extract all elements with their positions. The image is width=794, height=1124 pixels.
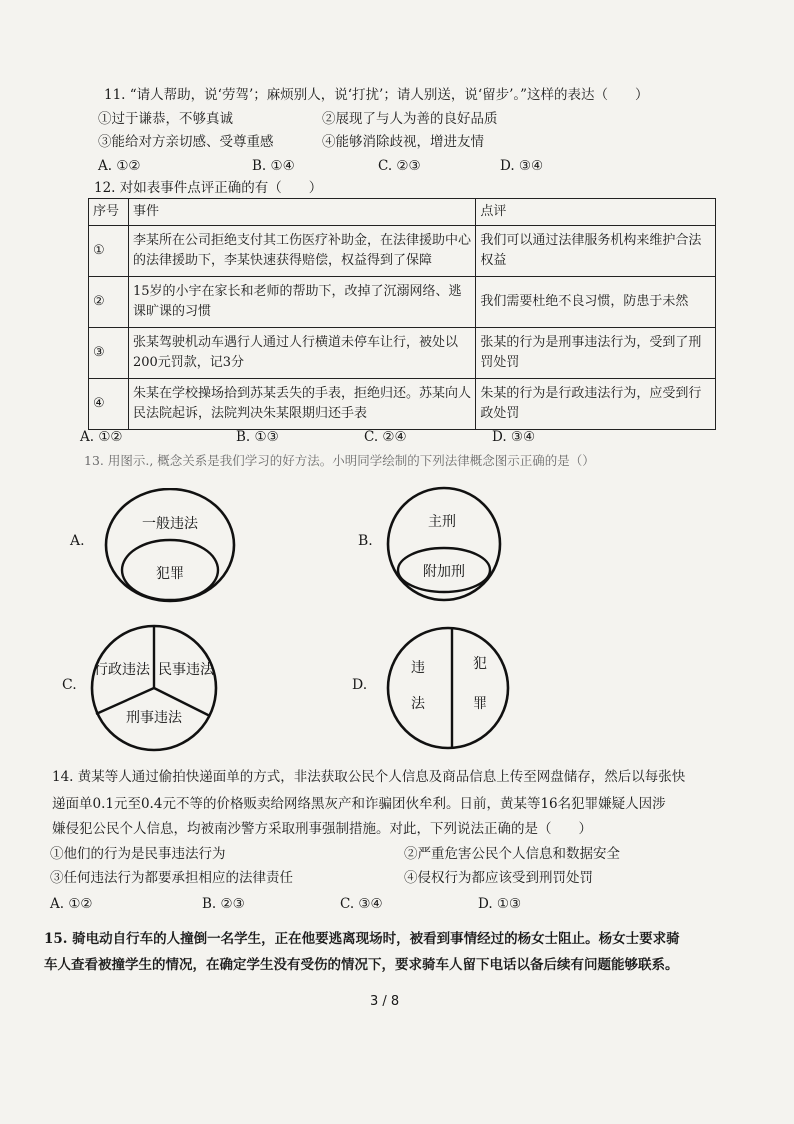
page-number: 3 / 8 (370, 994, 400, 1009)
q14-choice-b: B. ②③ (202, 896, 245, 912)
table-header-comment: 点评 (476, 199, 716, 226)
row-event: 李某所在公司拒绝支付其工伤医疗补助金，在法律援助中心的法律援助下，李某快速获得赔偿，权益得到了保障 (128, 226, 475, 277)
q11-option-3: ③能给对方亲切感、受尊重感 (98, 134, 274, 150)
table-row (89, 328, 716, 379)
row-comment: 张某的行为是刑事违法行为，受到了刑罚处罚 (476, 328, 716, 379)
q13-stem: 13. 用图示., 概念关系是我们学习的好方法。小明同学绘制的下列法律概念图示正确的是（） (84, 453, 595, 468)
q15-line-2: 车人查看被撞学生的情况，在确定学生没有受伤的情况下，要求骑车人留下电话以备后续有问题能够联系。 (44, 957, 679, 973)
table-header-event: 事件 (128, 199, 475, 226)
row-comment: 我们需要杜绝不良习惯，防患于未然 (476, 277, 716, 328)
q11-option-1: ①过于谦恭，不够真诚 (98, 111, 233, 127)
diagram-d-right-char-1: 犯 (473, 656, 487, 672)
diagram-c-right-label: 民事违法 (158, 662, 214, 678)
q15-line-1: 15. 骑电动自行车的人撞倒一名学生，正在他要逃离现场时，被看到事情经过的杨女士阻止。杨女士要求骑 (44, 931, 680, 947)
diagram-d (380, 624, 520, 758)
row-number: ① (89, 226, 129, 277)
q14-choice-c: C. ③④ (340, 896, 383, 912)
diagram-a-outer-label: 一般违法 (142, 516, 198, 532)
q12-choice-c: C. ②④ (364, 429, 407, 445)
q11-choice-c: C. ②③ (378, 158, 421, 174)
diagram-d-left-char-1: 违 (411, 660, 425, 676)
q14-option-2: ②严重危害公民个人信息和数据安全 (404, 846, 620, 862)
q14-line-1: 14. 黄某等人通过偷拍快递面单的方式，非法获取公民个人信息及商品信息上传至网盘储存，然后以每张快 (52, 769, 686, 785)
table-header-number: 序号 (89, 199, 129, 226)
q12-choice-a: A. ①② (80, 429, 123, 445)
q11-choice-d: D. ③④ (500, 158, 544, 174)
diagram-b (376, 484, 516, 613)
q12-choice-b: B. ①③ (236, 429, 279, 445)
row-event: 张某驾驶机动车遇行人通过人行横道未停车让行，被处以200元罚款，记3分 (128, 328, 475, 379)
q12-choice-d: D. ③④ (492, 429, 536, 445)
diagram-a-inner-label: 犯罪 (156, 566, 184, 582)
q12-stem: 12. 对如表事件点评正确的有（ ） (94, 180, 323, 196)
row-event: 15岁的小宇在家长和老师的帮助下，改掉了沉溺网络、逃课旷课的习惯 (128, 277, 475, 328)
q13-label-c: C. (62, 677, 77, 693)
row-number: ④ (89, 379, 129, 430)
q14-line-3: 嫌侵犯公民个人信息，均被南沙警方采取刑事强制措施。对此，下列说法正确的是（ ） (52, 821, 592, 837)
q13-label-a: A. (70, 533, 85, 549)
q11-stem: 11. “请人帮助，说‘劳驾’；麻烦别人，说‘打扰’；请人别送，说‘留步’。”这样的表达（ ） (104, 87, 649, 103)
diagram-a (92, 488, 252, 617)
row-number: ③ (89, 328, 129, 379)
diagram-c (82, 622, 232, 761)
q14-line-2: 递面单0.1元至0.4元不等的价格贩卖给网络黑灰产和诈骗团伙牟利。日前，黄某等16名犯罪嫌疑人因涉 (52, 796, 666, 812)
table-row (89, 379, 716, 430)
row-comment: 朱某的行为是行政违法行为，应受到行政处罚 (476, 379, 716, 430)
row-comment: 我们可以通过法律服务机构来维护合法权益 (476, 226, 716, 277)
q13-label-b: B. (358, 533, 373, 549)
row-number: ② (89, 277, 129, 328)
table-row (89, 277, 716, 328)
q11-option-2: ②展现了与人为善的良好品质 (322, 111, 498, 127)
q11-option-4: ④能够消除歧视，增进友情 (322, 134, 484, 150)
q11-choice-b: B. ①④ (252, 158, 295, 174)
table-header-row (89, 199, 716, 226)
q11-choice-a: A. ①② (98, 158, 141, 174)
diagram-b-outer-label: 主刑 (428, 514, 456, 530)
diagram-c-left-label: 行政违法 (94, 662, 150, 678)
table-row (89, 226, 716, 277)
q14-option-4: ④侵权行为都应该受到刑罚处罚 (404, 870, 593, 886)
q14-option-3: ③任何违法行为都要承担相应的法律责任 (50, 870, 293, 886)
q14-choice-a: A. ①② (50, 896, 93, 912)
diagram-d-left-char-2: 法 (411, 696, 425, 712)
diagram-b-inner-label: 附加刑 (423, 564, 465, 580)
q12-table (88, 198, 716, 430)
diagram-d-right-char-2: 罪 (473, 696, 487, 712)
row-event: 朱某在学校操场拾到苏某丢失的手表，拒绝归还。苏某向人民法院起诉，法院判决朱某限期归还手表 (128, 379, 475, 430)
q14-choice-d: D. ①③ (478, 896, 522, 912)
diagram-c-bottom-label: 刑事违法 (126, 710, 182, 726)
q13-label-d: D. (352, 677, 368, 693)
q14-option-1: ①他们的行为是民事违法行为 (50, 846, 226, 862)
